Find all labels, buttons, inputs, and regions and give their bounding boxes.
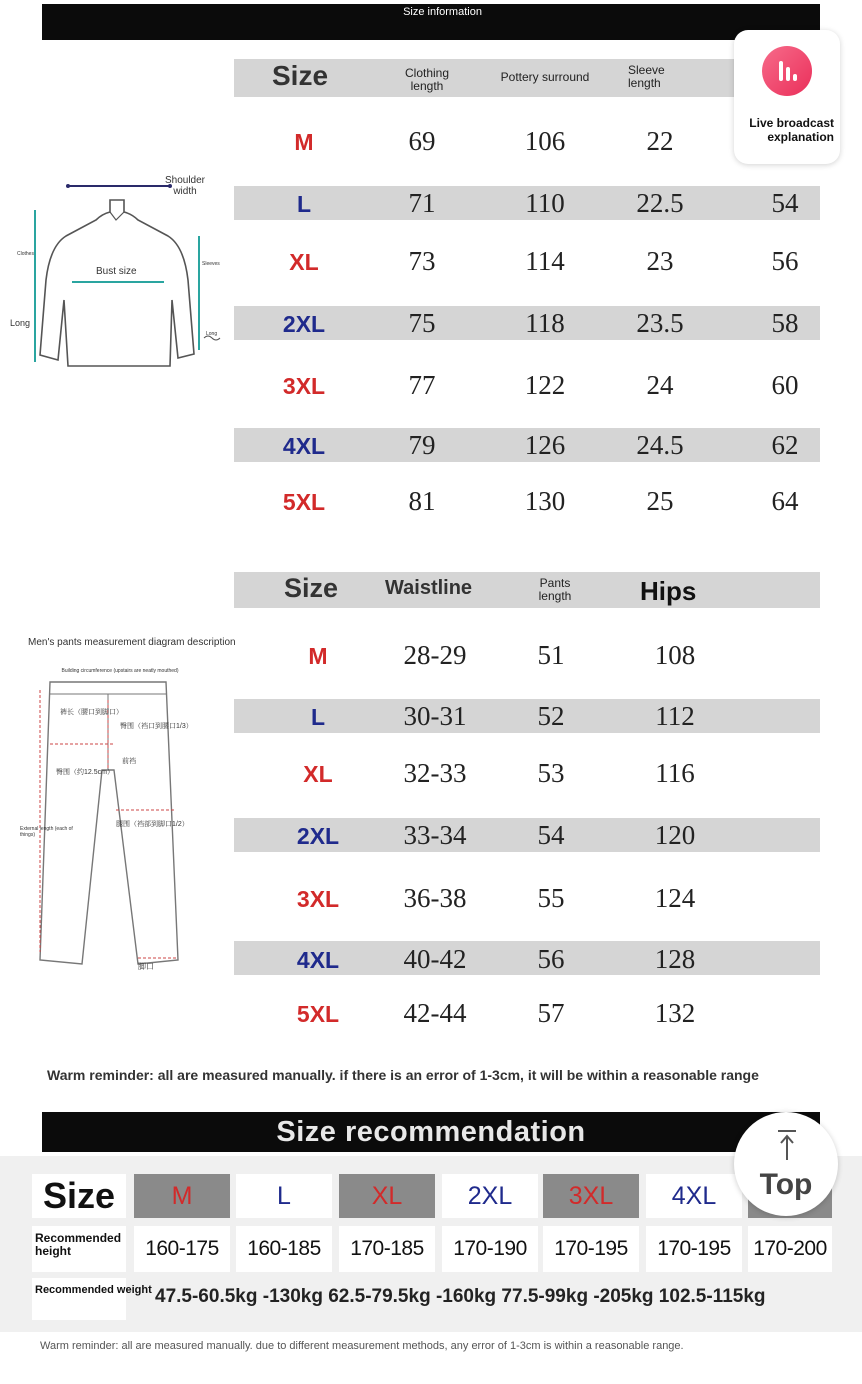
long-small-label: Long	[206, 331, 218, 337]
shirt-cell-clothing-length: 75	[408, 308, 436, 338]
live-broadcast-label[interactable]: Live broadcast explanation	[749, 116, 834, 144]
shirt-size-5xl: 5XL	[282, 489, 326, 515]
pants-cell-hips: 108	[654, 640, 696, 670]
pants-cell-waistline: 32-33	[403, 758, 467, 788]
pants-cell-length: 53	[537, 758, 565, 788]
pants-label-f: 腿围（裆部到脚口1/2）	[116, 821, 189, 828]
pants-size-xl: XL	[303, 761, 333, 787]
rec-height-cell: 170-195	[543, 1226, 639, 1272]
rec-size-3xl: 3XL	[543, 1174, 639, 1218]
shirt-cell-sleeve-length: 23.5	[636, 308, 684, 338]
shirt-size-l: L	[296, 191, 312, 217]
shirt-cell-extra: 62	[771, 430, 799, 460]
pants-size-m: M	[308, 643, 328, 669]
shirt-cell-clothing-length: 71	[408, 188, 436, 218]
pants-cell-hips: 128	[654, 944, 696, 974]
shirt-cell-extra: 58	[771, 308, 799, 338]
shirt-cell-pottery-surround: 126	[524, 430, 566, 460]
pants-cell-hips: 116	[655, 758, 695, 788]
shirt-size-2xl: 2XL	[282, 311, 326, 337]
shirt-cell-sleeve-length: 22.5	[636, 188, 684, 218]
pants-cell-length: 56	[537, 944, 565, 974]
pants-label-a: 裤长（腰口到脚口）	[60, 709, 123, 716]
shoulder-width-label: Shoulder width	[164, 175, 206, 197]
pants-waist-note: Building circumference (upstairs are neatly mouthed)	[61, 668, 179, 674]
pants-cell-waistline: 33-34	[403, 820, 467, 850]
shirt-col-pottery-surround: Pottery surround	[500, 70, 590, 84]
bust-size-label: Bust size	[96, 266, 137, 277]
long-label: Long	[10, 318, 31, 328]
shirt-cell-sleeve-length: 24	[646, 370, 674, 400]
shirt-cell-extra: 54	[771, 188, 799, 218]
rec-size-l: L	[236, 1174, 332, 1218]
pants-cell-length: 54	[537, 820, 565, 850]
shirt-col-clothing-length: Clothing length	[404, 66, 450, 93]
shirt-cell-pottery-surround: 122	[524, 370, 566, 400]
shirt-cell-pottery-surround: 114	[525, 246, 565, 276]
pants-size-l: L	[310, 704, 326, 730]
rec-weight-label: Recommended weight	[35, 1284, 152, 1296]
rec-size-xl: XL	[339, 1174, 435, 1218]
pants-cell-hips: 112	[655, 701, 695, 731]
shirt-cell-pottery-surround: 118	[525, 308, 565, 338]
recommendation-title: Size recommendation	[276, 1116, 586, 1148]
shirt-cell-sleeve-length: 23	[646, 246, 674, 276]
live-broadcast-icon[interactable]	[762, 46, 812, 96]
rec-size-2xl: 2XL	[442, 1174, 538, 1218]
shirt-cell-pottery-surround: 130	[524, 486, 566, 516]
pants-label-e: External length (each of things)	[20, 826, 73, 838]
pants-cell-length: 51	[537, 640, 565, 670]
pants-cell-waistline: 40-42	[403, 944, 467, 974]
sleeves-label: Sleeves	[202, 261, 220, 267]
pants-col-waistline: Waistline	[385, 577, 473, 599]
rec-height-cell: 170-195	[646, 1226, 742, 1272]
shirt-cell-clothing-length: 81	[408, 486, 436, 516]
pants-cell-length: 55	[537, 883, 565, 913]
back-to-top-label[interactable]: Top	[759, 1168, 813, 1201]
shirt-col-sleeve-length: Sleeve length	[628, 63, 665, 90]
pants-label-g: 脚口	[138, 962, 154, 971]
reminder-text-1: Warm reminder: all are measured manually. if there is an error of 1-3cm, it will be within a reasonable range	[47, 1067, 759, 1083]
pants-cell-waistline: 42-44	[403, 998, 467, 1028]
shirt-size-m: M	[294, 129, 314, 155]
shirt-cell-extra: 60	[771, 370, 799, 400]
rec-height-cell: 170-185	[339, 1226, 435, 1272]
pants-size-3xl: 3XL	[296, 886, 340, 912]
shirt-cell-sleeve-length: 24.5	[636, 430, 684, 460]
shirt-size-xl: XL	[289, 249, 319, 275]
pants-diagram-title: Men's pants measurement diagram description	[28, 637, 236, 648]
reminder-text-2: Warm reminder: all are measured manually. due to different measurement methods, any error of 1-3cm is within a reasonable range.	[40, 1340, 684, 1352]
pants-size-5xl: 5XL	[296, 1001, 340, 1027]
clothes-label: Clothes	[17, 251, 34, 257]
pants-label-d: 前裆	[122, 758, 136, 765]
shirt-cell-extra: 56	[771, 246, 799, 276]
shirt-size-4xl: 4XL	[282, 433, 326, 459]
rec-height-cell: 160-185	[236, 1226, 332, 1272]
rec-height-cell: 170-190	[442, 1226, 538, 1272]
pants-cell-waistline: 30-31	[403, 701, 467, 731]
shirt-cell-clothing-length: 69	[408, 126, 436, 156]
pants-cell-hips: 120	[654, 820, 696, 850]
rec-height-cell: 160-175	[134, 1226, 230, 1272]
bar-chart-icon	[762, 46, 812, 96]
shirt-size-3xl: 3XL	[282, 373, 326, 399]
shirt-cell-pottery-surround: 106	[524, 126, 566, 156]
pants-col-hips: Hips	[640, 576, 697, 606]
shirt-cell-sleeve-length: 22	[646, 126, 674, 156]
pants-cell-length: 52	[537, 701, 565, 731]
rec-size-label: Size	[32, 1174, 126, 1218]
pants-cell-hips: 132	[654, 998, 696, 1028]
pants-size-header: Size	[284, 573, 339, 603]
pants-cell-length: 57	[537, 998, 565, 1028]
shirt-cell-sleeve-length: 25	[646, 486, 674, 516]
rec-height-label: Recommended height	[35, 1231, 122, 1258]
rec-height-cell: 170-200	[748, 1226, 832, 1272]
pants-cell-waistline: 28-29	[403, 640, 467, 670]
pants-label-c: 臀围（约12.5cm）	[56, 769, 114, 776]
pants-cell-waistline: 36-38	[403, 883, 467, 913]
rec-weight-values: 47.5-60.5kg -130kg 62.5-79.5kg -160kg 77.5-99kg -205kg 102.5-115kg	[155, 1286, 766, 1307]
header-title: Size information	[403, 6, 482, 18]
pants-cell-hips: 124	[654, 883, 696, 913]
rec-size-4xl: 4XL	[646, 1174, 742, 1218]
pants-size-2xl: 2XL	[296, 823, 340, 849]
shirt-cell-clothing-length: 73	[408, 246, 436, 276]
rec-size-m: M	[134, 1174, 230, 1218]
shirt-cell-clothing-length: 77	[408, 370, 436, 400]
shirt-size-header: Size	[272, 60, 329, 91]
pants-label-b: 臀围（裆口到腰口1/3）	[120, 723, 193, 730]
shirt-cell-clothing-length: 79	[408, 430, 436, 460]
shirt-cell-pottery-surround: 110	[525, 188, 565, 218]
pants-col-length: Pants length	[538, 576, 572, 603]
shirt-cell-extra: 64	[771, 486, 799, 516]
pants-size-4xl: 4XL	[296, 947, 340, 973]
